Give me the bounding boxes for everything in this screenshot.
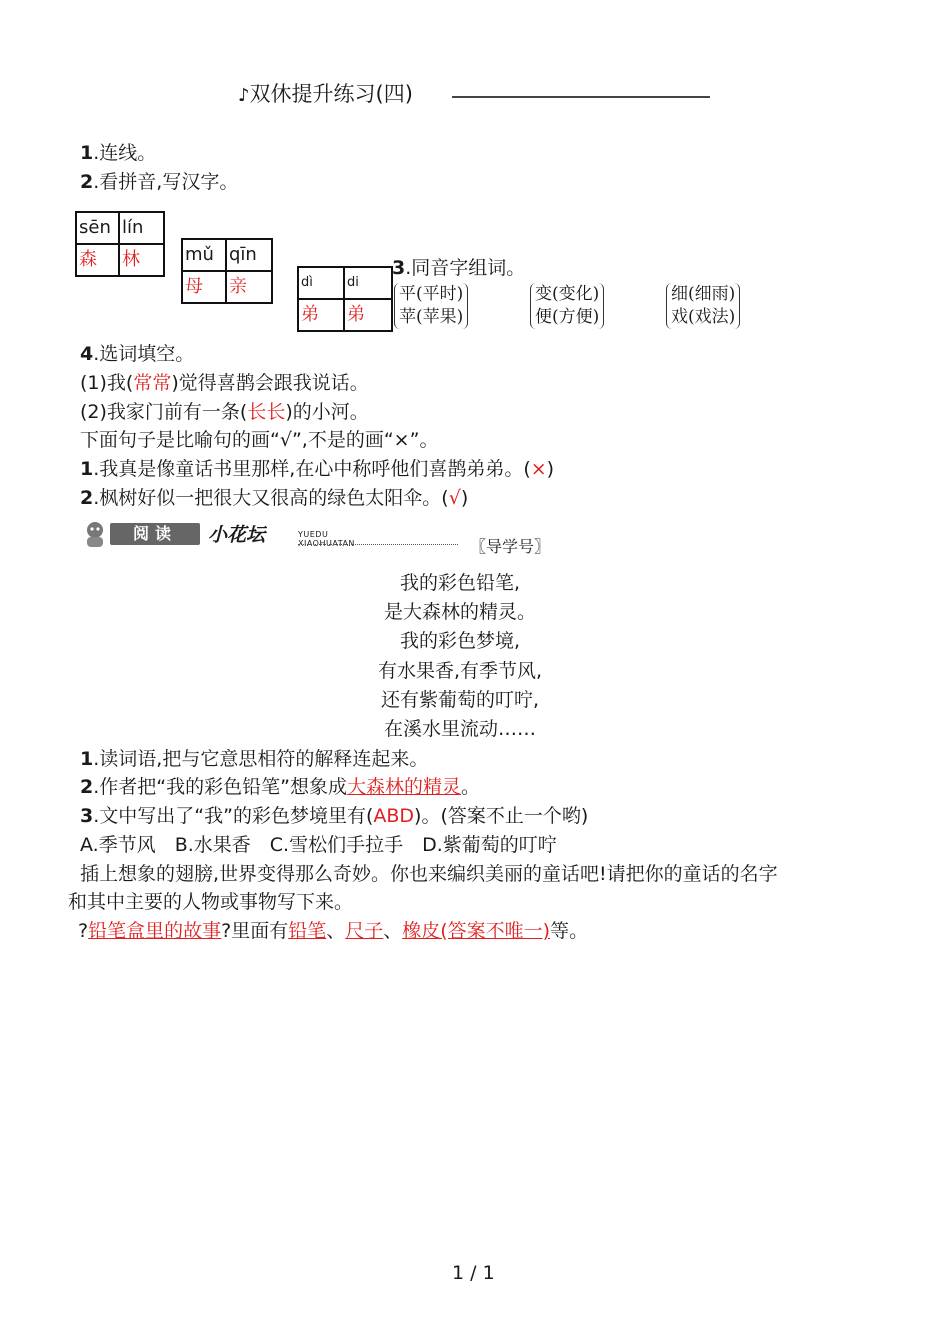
fill-blank-2: (2)我家门前有一条(长长)的小河。 — [80, 401, 369, 423]
homophone-group-1: 平(平时) 苹(苹果) — [394, 283, 468, 329]
answer-options: A.季节风 B.水果香 C.雪松们手拉手 D.紫葡萄的叮咛 — [80, 834, 557, 856]
simile-item-1: 1.我真是像童话书里那样,在心中称呼他们喜鹊弟弟。(×) — [80, 458, 555, 480]
poem-line: 在溪水里流动…… — [383, 718, 536, 740]
writing-prompt-line-1: 插上想象的翅膀,世界变得那么奇妙。你也来编织美丽的童话吧!请把你的童话的名字 — [80, 863, 778, 885]
pinyin-box-2 — [181, 238, 273, 304]
story-answer: ?铅笔盒里的故事?里面有铅笔、尺子、橡皮(答案不唯一)等。 — [78, 920, 589, 942]
homophone-group-3: 细(细雨) 戏(戏法) — [666, 283, 740, 329]
simile-item-2: 2.枫树好似一把很大又很高的绿色太阳伞。(√) — [80, 487, 469, 509]
poem-line: 我的彩色梦境, — [399, 630, 521, 652]
pinyin-cell: qīn — [227, 240, 271, 272]
banner-cursive-title: 小花坛 — [208, 524, 266, 546]
question-2: 2.看拼音,写汉字。 — [80, 171, 239, 193]
simile-instruction: 下面句子是比喻句的画“√”,不是的画“×”。 — [80, 429, 439, 451]
hanzi-answer: 弟 — [347, 304, 365, 325]
reading-banner — [80, 520, 380, 548]
page-title: ♪双休提升练习(四) — [238, 82, 413, 106]
question-4: 4.选词填空。 — [80, 343, 195, 365]
poem-line: 有水果香,有季节风, — [377, 660, 543, 682]
hanzi-answer: 亲 — [229, 276, 247, 297]
homophone-group-2: 变(变化) 便(方便) — [530, 283, 604, 329]
pinyin-cell: mǔ — [183, 240, 227, 272]
reading-question-3: 3.文中写出了“我”的彩色梦境里有(ABD)。(答案不止一个哟) — [80, 805, 589, 827]
pinyin-box-1 — [75, 211, 165, 277]
music-note-icon: ♪ — [238, 85, 250, 106]
question-1: 1.连线。 — [80, 142, 157, 164]
poem-line: 还有紫葡萄的叮咛, — [380, 689, 540, 711]
writing-prompt-line-2: 和其中主要的人物或事物写下来。 — [68, 891, 354, 913]
monkey-mascot-icon — [80, 520, 110, 548]
hanzi-answer: 弟 — [299, 300, 345, 330]
pinyin-cell: sēn — [77, 213, 120, 245]
pinyin-cell: lín — [120, 213, 163, 245]
banner-divider — [298, 544, 458, 545]
reading-question-1: 1.读词语,把与它意思相符的解释连起来。 — [80, 748, 429, 770]
hanzi-answer: 母 — [183, 272, 227, 302]
pinyin-cell: dì — [299, 268, 345, 300]
page-number: 1 / 1 — [452, 1262, 495, 1284]
poem-line: 是大森林的精灵。 — [383, 601, 536, 623]
reading-tag: 阅读 — [110, 523, 200, 545]
poem-line: 我的彩色铅笔, — [399, 572, 521, 594]
fill-blank-1: (1)我(常常)觉得喜鹊会跟我说话。 — [80, 372, 369, 394]
guide-number: 〖导学号〗 — [470, 537, 551, 556]
title-underline — [452, 96, 710, 98]
banner-english-title: YUEDU XIAOHUATAN — [298, 530, 355, 548]
pinyin-cell: di — [345, 268, 391, 300]
reading-question-2: 2.作者把“我的彩色铅笔”想象成大森林的精灵。 — [80, 776, 480, 798]
hanzi-answer: 林 — [122, 249, 140, 270]
question-3: 3.同音字组词。 — [392, 257, 526, 279]
pinyin-box-3 — [297, 266, 393, 332]
hanzi-answer: 森 — [77, 245, 120, 275]
